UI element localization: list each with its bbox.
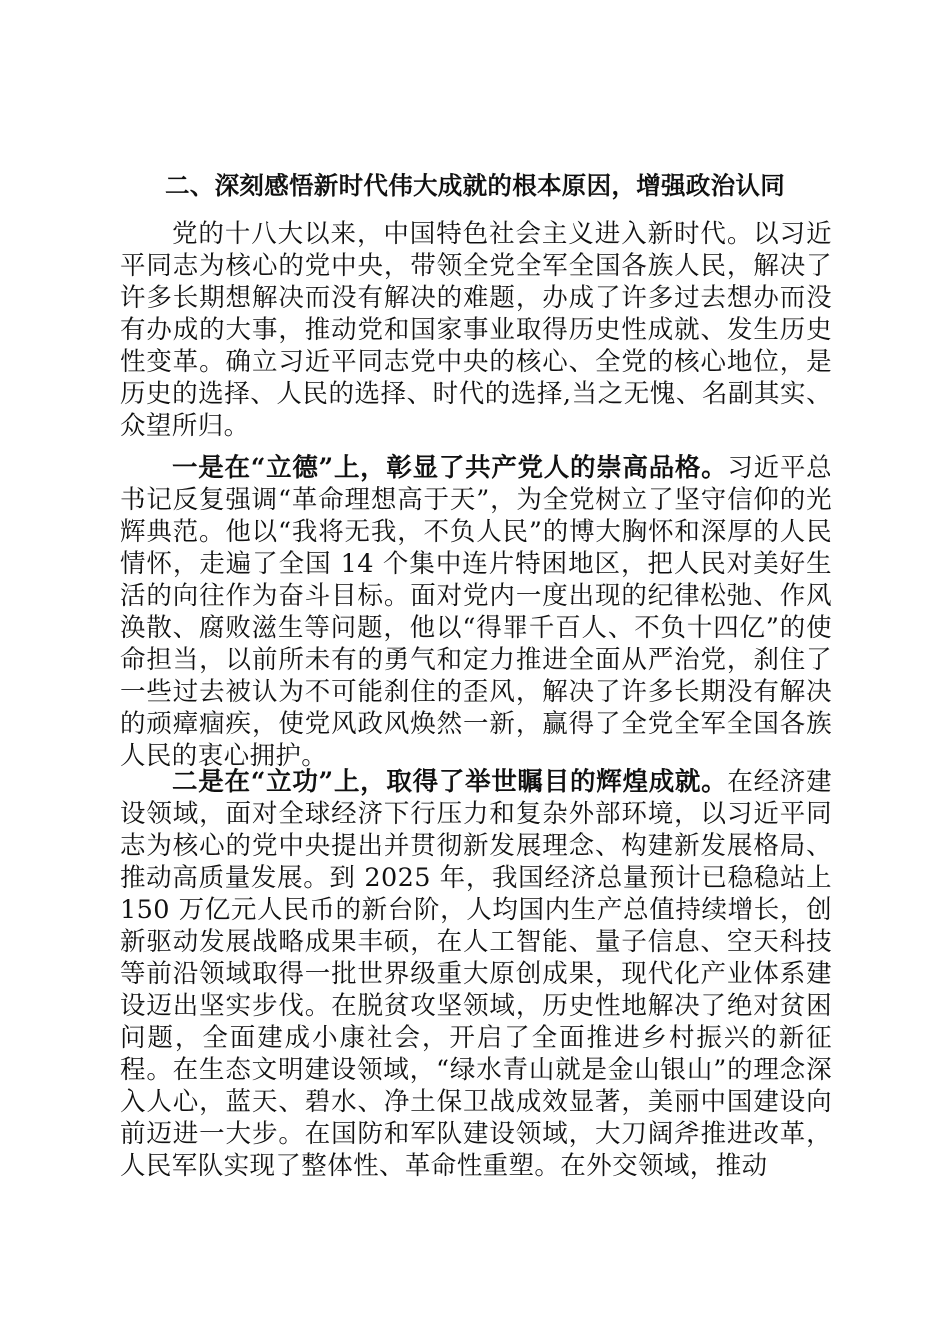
paragraph-lead: 二是在“立功”上，取得了举世瞩目的辉煌成就。 — [172, 767, 728, 797]
paragraph-body: 党的十八大以来，中国特色社会主义进入新时代。以习近平同志为核心的党中央，带领全党全军全国各族人民，解决了许多长期想解决而没有解决的难题，办成了许多过去想办而没有办成的大事，推动党和国家事业取得历史性成就、发生历史性变革。确立习近平同志党中央的核心、全党的核心地位，是历史的选择、人民的选择、时代的选择,当之无愧、名副其实、众望所归。 — [120, 219, 832, 441]
paragraph-intro — [120, 218, 832, 442]
paragraph-ligong — [120, 766, 832, 1182]
paragraph-body: 在经济建设领域，面对全球经济下行压力和复杂外部环境，以习近平同志为核心的党中央提出并贯彻新发展理念、构建新发展格局、推动高质量发展。到 2025 年，我国经济总量预计已稳稳站上 150 万亿元人民币的新台阶，人均国内生产总值持续增长，创新驱动发展战略成果丰硕，在人工智能、量子信息、空天科技等前沿领域取得一批世界级重大原创成果，现代化产业体系建设迈出坚实步伐。在脱贫攻坚领域，历史性地解决了绝对贫困问题，全面建成小康社会，开启了全面推进乡村振兴的新征程。在生态文明建设领域，“绿水青山就是金山银山”的理念深入人心，蓝天、碧水、净土保卫战成效显著，美丽中国建设向前迈进一大步。在国防和军队建设领域，大刀阔斧推进改革，人民军队实现了整体性、革命性重塑。在外交领域，推动 — [120, 767, 832, 1181]
paragraph-lide — [120, 452, 832, 772]
paragraph-lead: 一是在“立德”上，彰显了共产党人的崇高品格。 — [172, 453, 728, 483]
paragraph-body: 习近平总书记反复强调“革命理想高于天”，为全党树立了坚守信仰的光辉典范。他以“我将无我，不负人民”的博大胸怀和深厚的人民情怀，走遍了全国 14 个集中连片特困地区，把人民对美好生活的向往作为奋斗目标。面对党内一度出现的纪律松弛、作风涣散、腐败滋生等问题，他以“得罪千百人、不负十四亿”的使命担当，以前所未有的勇气和定力推进全面从严治党，刹住了一些过去被认为不可能刹住的歪风，解决了许多长期没有解决的顽瘴痼疾，使党风政风焕然一新，赢得了全党全军全国各族人民的衷心拥护。 — [120, 453, 832, 771]
section-heading: 二、深刻感悟新时代伟大成就的根本原因，增强政治认同 — [165, 171, 785, 200]
